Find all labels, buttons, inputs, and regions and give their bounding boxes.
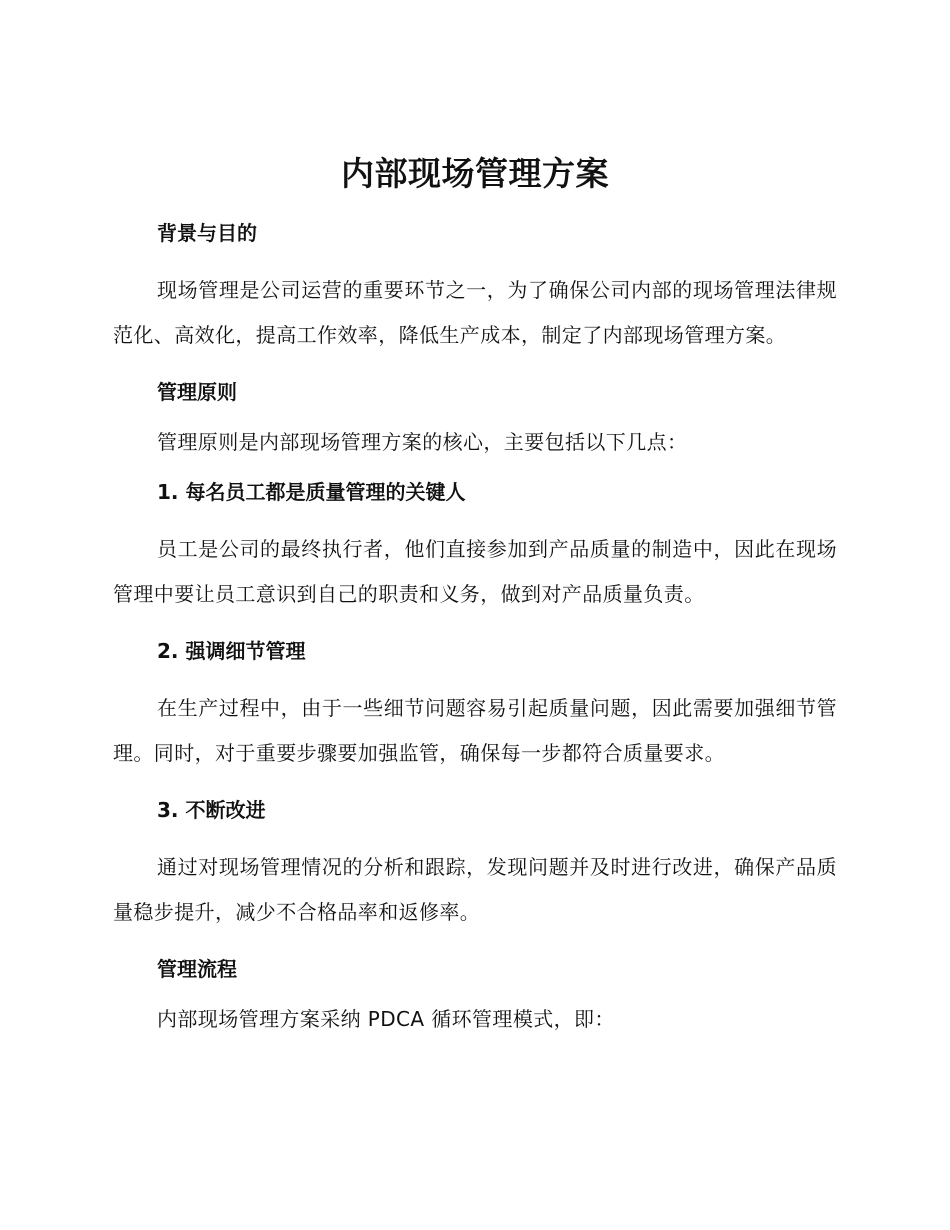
principle-heading-1: 1. 每名员工都是质量管理的关键人 [157,480,466,504]
paragraph-process: 内部现场管理方案采纳 PDCA 循环管理模式，即： [157,1007,615,1031]
document-content [113,148,837,1054]
principle-heading-2: 2. 强调细节管理 [157,639,306,663]
document-title: 内部现场管理方案 [341,154,609,193]
section-heading-principles: 管理原则 [157,380,237,404]
principle-paragraph-3: 通过对现场管理情况的分析和跟踪，发现问题并及时进行改进，确保产品质量稳步提升，减少不合格品率和返修率。 [113,855,837,924]
section-heading-background: 背景与目的 [157,221,257,245]
principle-paragraph-2: 在生产过程中，由于一些细节问题容易引起质量问题，因此需要加强细节管理。同时，对于重要步骤要加强监管，确保每一步都符合质量要求。 [113,696,837,765]
section-heading-process: 管理流程 [157,957,237,981]
paragraph-principles-intro: 管理原则是内部现场管理方案的核心，主要包括以下几点： [157,430,688,454]
principle-paragraph-1: 员工是公司的最终执行者，他们直接参加到产品质量的制造中，因此在现场管理中要让员工意识到自己的职责和义务，做到对产品质量负责。 [113,537,837,606]
principle-heading-3: 3. 不断改进 [157,798,266,822]
paragraph-background: 现场管理是公司运营的重要环节之一，为了确保公司内部的现场管理法律规范化、高效化，提高工作效率，降低生产成本，制定了内部现场管理方案。 [113,278,837,347]
